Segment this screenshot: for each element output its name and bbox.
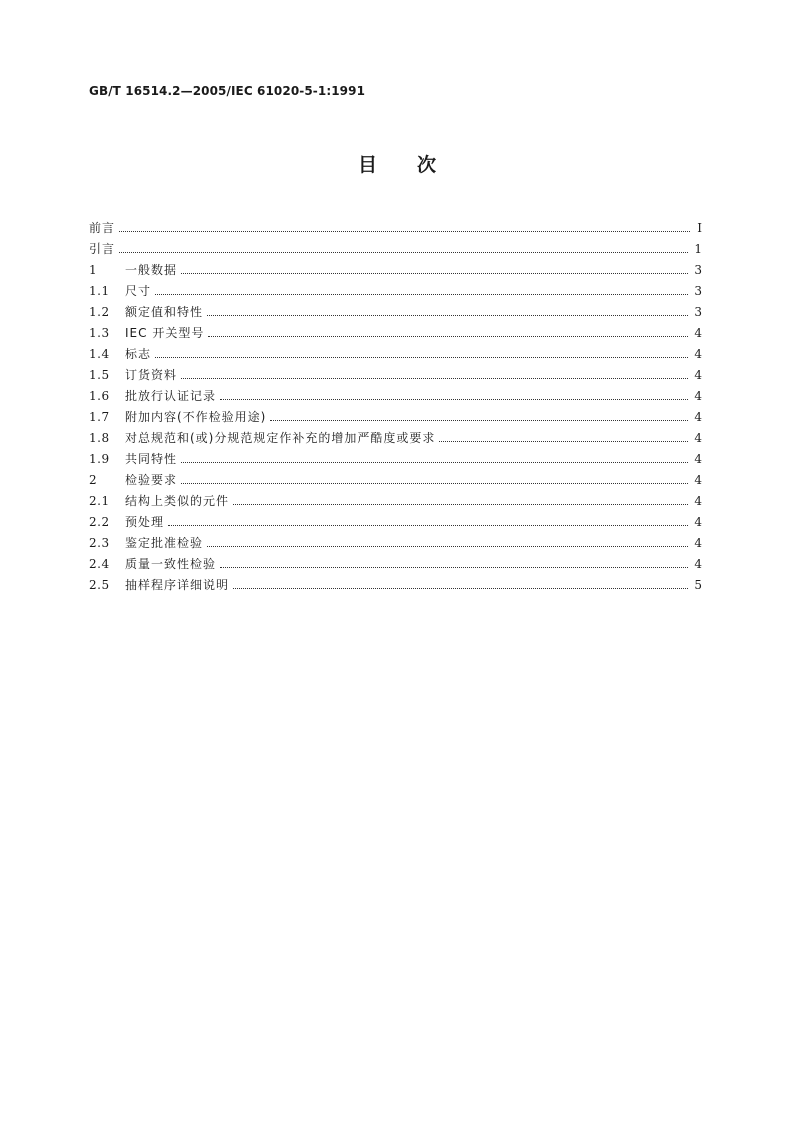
toc-entry[interactable] bbox=[89, 407, 702, 428]
toc-entry-page: 4 bbox=[694, 326, 702, 340]
toc-entry-label: 结构上类似的元件 bbox=[125, 494, 230, 508]
toc-entry-number: 2.1 bbox=[89, 494, 110, 508]
toc-entry-label: 额定值和特性 bbox=[125, 305, 204, 319]
toc-leader-dots bbox=[207, 314, 688, 316]
toc-entry[interactable] bbox=[89, 554, 702, 575]
toc-entry-number: 1.8 bbox=[89, 431, 110, 445]
toc-entry-page: 4 bbox=[694, 347, 702, 361]
toc-entry-label: 抽样程序详细说明 bbox=[125, 578, 230, 592]
toc-entry-label: 鉴定批准检验 bbox=[125, 536, 204, 550]
toc-entry[interactable] bbox=[89, 344, 702, 365]
toc-entry-page: 4 bbox=[694, 452, 702, 466]
toc-entry-number: 1.4 bbox=[89, 347, 110, 361]
toc-leader-dots bbox=[220, 398, 688, 400]
toc-entry-page: 3 bbox=[694, 305, 702, 319]
toc-leader-dots bbox=[168, 524, 688, 526]
toc-entry[interactable] bbox=[89, 323, 702, 344]
toc-entry-label: 质量一致性检验 bbox=[125, 557, 217, 571]
toc-leader-dots bbox=[233, 503, 688, 505]
toc-entry-number: 1.6 bbox=[89, 389, 110, 403]
toc-entry[interactable] bbox=[89, 386, 702, 407]
toc-entry-number: 2 bbox=[89, 473, 98, 487]
toc-entry-number: 1.2 bbox=[89, 305, 110, 319]
toc-entry-label: 共同特性 bbox=[125, 452, 178, 466]
toc-entry[interactable] bbox=[89, 533, 702, 554]
toc-entry-page: 4 bbox=[694, 536, 702, 550]
toc-entry[interactable] bbox=[89, 428, 702, 449]
toc-entry[interactable] bbox=[89, 365, 702, 386]
toc-entry-label: 订货资料 bbox=[125, 368, 178, 382]
toc-entry-number: 2.3 bbox=[89, 536, 110, 550]
toc-entry-label: 标志 bbox=[125, 347, 152, 361]
toc-entry[interactable] bbox=[89, 575, 702, 596]
toc-leader-dots bbox=[181, 272, 688, 274]
toc-entry[interactable] bbox=[89, 491, 702, 512]
toc-entry[interactable] bbox=[89, 260, 702, 281]
toc-entry-label: 附加内容(不作检验用途) bbox=[125, 410, 267, 424]
toc-leader-dots bbox=[181, 482, 688, 484]
document-header: GB/T 16514.2—2005/IEC 61020-5-1:1991 bbox=[89, 84, 366, 98]
toc-entry-label: 批放行认证记录 bbox=[125, 389, 217, 403]
toc-entry-number: 2.2 bbox=[89, 515, 110, 529]
toc-entry-label: IEC 开关型号 bbox=[125, 326, 205, 340]
toc-leader-dots bbox=[181, 461, 688, 463]
toc-entry-page: 4 bbox=[694, 515, 702, 529]
toc-leader-dots bbox=[270, 419, 688, 421]
toc-entry-page: 4 bbox=[694, 431, 702, 445]
toc-entry-number: 1.1 bbox=[89, 284, 110, 298]
toc-entry-label: 对总规范和(或)分规范规定作补充的增加严酷度或要求 bbox=[125, 431, 436, 445]
toc-leader-dots bbox=[220, 566, 688, 568]
toc-entry-page: 4 bbox=[694, 389, 702, 403]
table-of-contents bbox=[89, 218, 702, 596]
toc-entry[interactable] bbox=[89, 512, 702, 533]
toc-entry-number: 1.7 bbox=[89, 410, 110, 424]
toc-entry-label: 引言 bbox=[89, 242, 116, 256]
toc-leader-dots bbox=[181, 377, 688, 379]
toc-entry-page: 4 bbox=[694, 410, 702, 424]
toc-entry-label: 尺寸 bbox=[125, 284, 152, 298]
toc-entry-page: I bbox=[697, 221, 702, 235]
toc-entry-page: 4 bbox=[694, 494, 702, 508]
toc-leader-dots bbox=[439, 440, 688, 442]
toc-entry-page: 3 bbox=[694, 263, 702, 277]
toc-leader-dots bbox=[119, 251, 688, 253]
toc-entry-page: 3 bbox=[694, 284, 702, 298]
toc-leader-dots bbox=[155, 356, 688, 358]
toc-leader-dots bbox=[208, 335, 688, 337]
toc-leader-dots bbox=[207, 545, 688, 547]
toc-leader-dots bbox=[155, 293, 688, 295]
toc-entry-number: 1 bbox=[89, 263, 98, 277]
toc-entry-label: 检验要求 bbox=[125, 473, 178, 487]
toc-entry-page: 1 bbox=[694, 242, 702, 256]
toc-entry[interactable] bbox=[89, 281, 702, 302]
toc-leader-dots bbox=[233, 587, 688, 589]
toc-entry-number: 2.5 bbox=[89, 578, 110, 592]
toc-entry[interactable] bbox=[89, 239, 702, 260]
toc-entry[interactable] bbox=[89, 302, 702, 323]
toc-entry-label: 前言 bbox=[89, 221, 116, 235]
toc-entry[interactable] bbox=[89, 218, 702, 239]
toc-entry-page: 4 bbox=[694, 368, 702, 382]
page-title: 目次 bbox=[357, 154, 476, 176]
toc-entry-page: 5 bbox=[694, 578, 702, 592]
toc-entry-label: 预处理 bbox=[125, 515, 165, 529]
toc-entry-number: 1.3 bbox=[89, 326, 110, 340]
toc-entry[interactable] bbox=[89, 470, 702, 491]
toc-entry-label: 一般数据 bbox=[125, 263, 178, 277]
toc-entry-page: 4 bbox=[694, 557, 702, 571]
toc-leader-dots bbox=[119, 230, 690, 232]
toc-entry-page: 4 bbox=[694, 473, 702, 487]
toc-entry[interactable] bbox=[89, 449, 702, 470]
toc-entry-number: 2.4 bbox=[89, 557, 110, 571]
toc-entry-number: 1.9 bbox=[89, 452, 110, 466]
toc-entry-number: 1.5 bbox=[89, 368, 110, 382]
